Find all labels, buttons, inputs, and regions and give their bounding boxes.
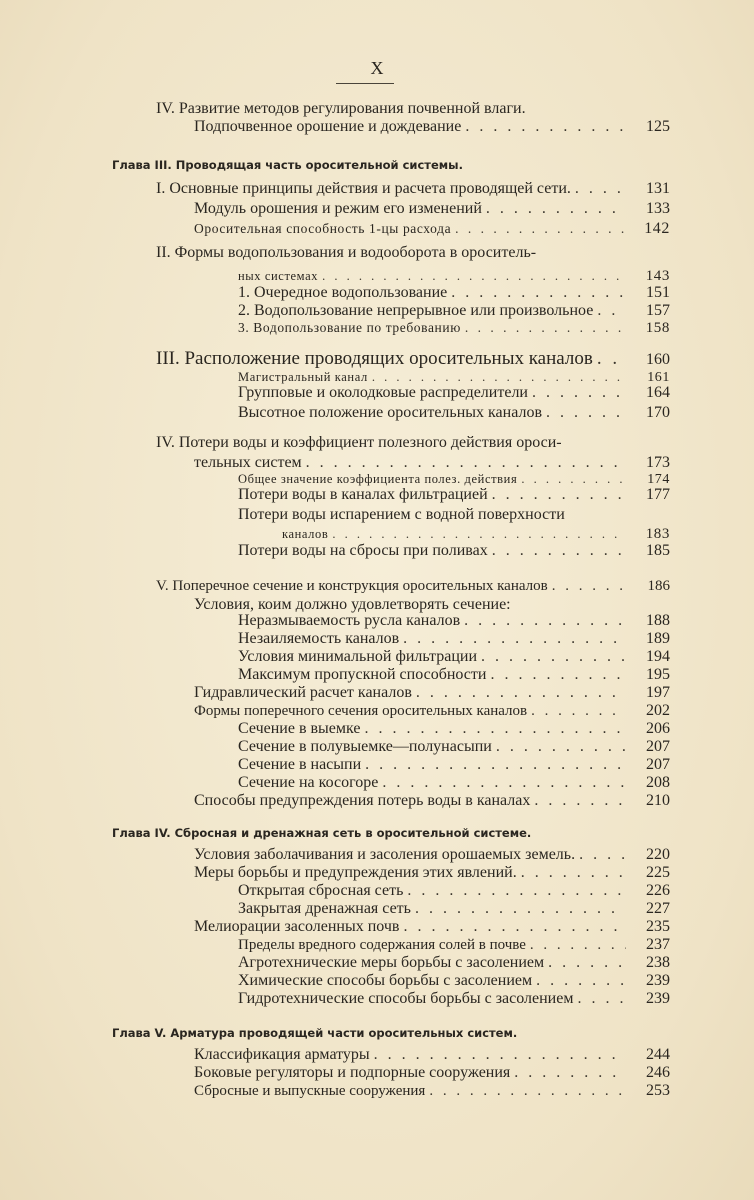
toc-entry: Потери воды на сбросы при поливах . . . 185 (238, 542, 670, 560)
toc-entry: Неразмываемость русла каналов . . . 188 (238, 612, 670, 630)
toc-entry: Закрытая дренажная сеть . . . 227 (238, 900, 670, 918)
toc-entry: Химические способы борьбы с засолением . . . 239 (238, 972, 670, 990)
toc-entry: Высотное положение оросительных каналов . . . 170 (238, 404, 670, 422)
toc-entry: Магистральный канал . . . 161 (238, 370, 670, 386)
toc-entry: I. Основные принципы действия и расчета проводящей сети. . . . 131 (156, 180, 670, 198)
page-number-rule (336, 83, 394, 84)
toc-entry: Групповые и околодковые распределители . . . 164 (238, 384, 670, 402)
toc-entry: Сечение на косогоре . . . 208 (238, 774, 670, 792)
toc-entry: Модуль орошения и режим его изменений . . . 133 (194, 200, 670, 218)
toc-entry: Незаиляемость каналов . . . 189 (238, 630, 670, 648)
chapter-heading: Глава V. Арматура проводящей части оросительных систем. (112, 1026, 518, 1040)
toc-entry-title: IV. Развитие методов регулирования почвенной влаги. (156, 100, 526, 117)
toc-subheading: Условия, коим должно удовлетворять сечение: (194, 596, 511, 613)
toc-entry: ных системах . . . 143 (238, 268, 670, 285)
toc-entry: Сечение в выемке . . . 206 (238, 720, 670, 738)
toc-entry: Пределы вредного содержания солей в почве . . . 237 (238, 936, 670, 954)
toc-entry: V. Поперечное сечение и конструкция оросительных каналов . . . 186 (156, 578, 670, 595)
toc-entry: Боковые регуляторы и подпорные сооружения . . . 246 (194, 1064, 670, 1082)
chapter-heading: Глава IV. Сбросная и дренажная сеть в оросительной системе. (112, 826, 532, 840)
toc-entry: Открытая сбросная сеть . . . 226 (238, 882, 670, 900)
toc-entry: Общее значение коэффициента полез. действия . . . 174 (238, 472, 670, 488)
toc-entry: 1. Очередное водопользование . . . 151 (238, 284, 670, 302)
toc-entry: Гидротехнические способы борьбы с засолением . . . 239 (238, 990, 670, 1008)
toc-entry: каналов . . . 183 (282, 526, 670, 543)
toc-entry: Способы предупреждения потерь воды в каналах . . . 210 (194, 792, 670, 810)
toc-entry: Условия минимальной фильтрации . . . 194 (238, 648, 670, 666)
toc-entry: 3. Водопользование по требованию . . . 158 (238, 320, 670, 337)
toc-entry: Оросительная способность 1-цы расхода . . . 142 (194, 220, 670, 238)
toc-entry: III. Расположение проводящих оросительных каналов . . . 160 (156, 348, 670, 370)
page-number: X (370, 58, 384, 78)
toc-entry: Классификация арматуры . . . 244 (194, 1046, 670, 1064)
toc-entry: Меры борьбы и предупреждения этих явлений. . . . 225 (194, 864, 670, 882)
toc-entry: Сбросные и выпускные сооружения . . . 253 (194, 1082, 670, 1100)
toc-entry: тельных систем . . . 173 (194, 454, 670, 472)
toc-entry-title: II. Формы водопользования и водооборота в ороситель- (156, 244, 537, 261)
toc-entry: Агротехнические меры борьбы с засолением . . . 238 (238, 954, 670, 972)
chapter-heading: Глава III. Проводящая часть оросительной системы. (112, 158, 463, 172)
toc-entry: Потери воды в каналах фильтрацией . . . 177 (238, 486, 670, 504)
toc-entry: Сечение в полувыемке—полунасыпи . . . 207 (238, 738, 670, 756)
toc-entry: Условия заболачивания и засоления орошаемых земель. . . . 220 (194, 846, 670, 864)
toc-entry: Сечение в насыпи . . . 207 (238, 756, 670, 774)
toc-entry: Гидравлический расчет каналов . . . 197 (194, 684, 670, 702)
toc-entry: Формы поперечного сечения оросительных каналов . . . 202 (194, 702, 670, 720)
toc-entry-title: IV. Потери воды и коэффициент полезного действия ороси- (156, 434, 562, 451)
toc-entry: Мелиорации засоленных почв . . . 235 (194, 918, 670, 936)
toc-entry: Максимум пропускной способности . . . 195 (238, 666, 670, 684)
toc-entry: Подпочвенное орошение и дождевание . . . 125 (194, 118, 670, 136)
toc-entry: 2. Водопользование непрерывное или произвольное . . . 157 (238, 302, 670, 320)
toc-entry-title: Потери воды испарением с водной поверхности (238, 506, 565, 523)
